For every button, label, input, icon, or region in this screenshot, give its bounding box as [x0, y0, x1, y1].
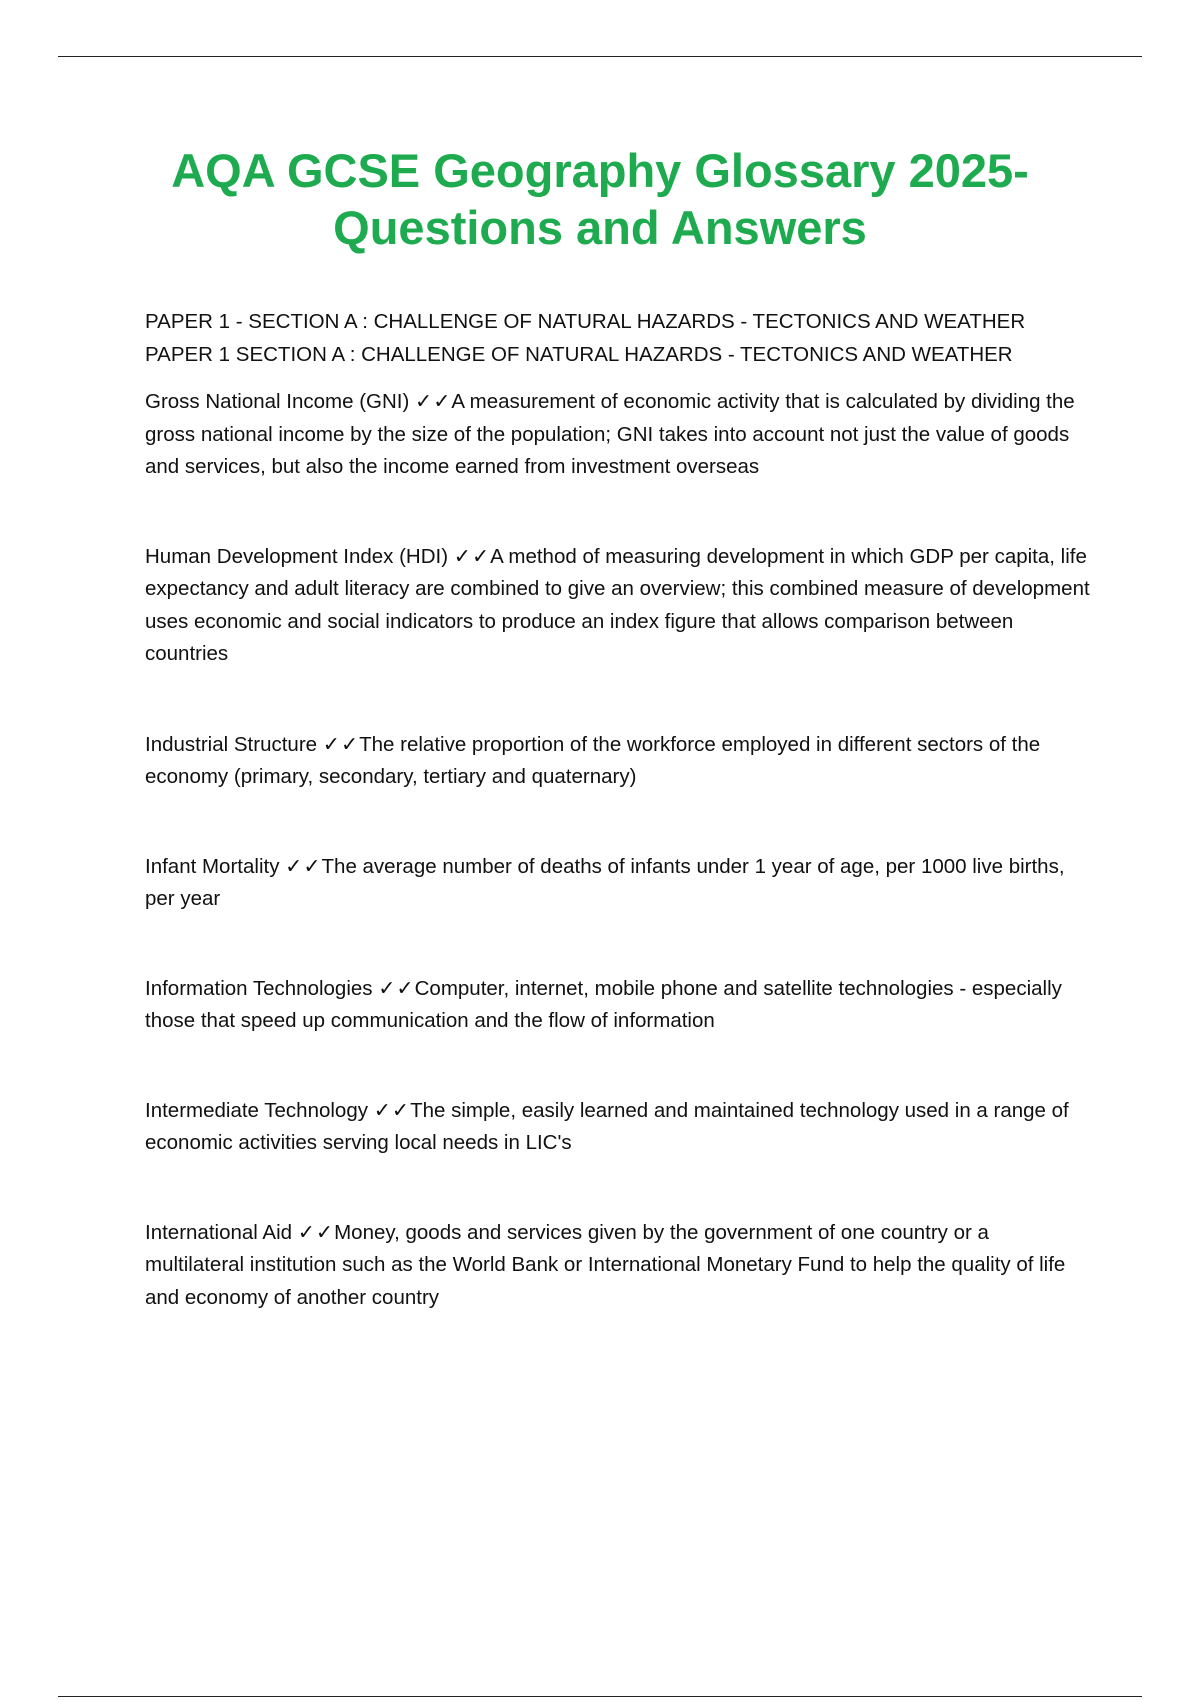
double-check-icon: ✓✓ [415, 390, 452, 413]
title-line-1: AQA GCSE Geography Glossary 2025- [171, 144, 1029, 197]
glossary-term: Infant Mortality [145, 854, 280, 878]
section-heading: PAPER 1 - SECTION A : CHALLENGE OF NATURAL HAZARDS - TECTONICS AND WEATHER PAPER 1 SECTION A : CHALLENGE OF NATURAL HAZARDS - TECTONICS AND WEATHER [145, 310, 1026, 366]
glossary-term: International Aid [145, 1220, 293, 1244]
glossary-entry [145, 541, 1090, 671]
glossary-definition: The simple, easily learned and maintained technology used in a range of economic activities serving local needs in LIC's [145, 1098, 1069, 1154]
title-line-2: Questions and Answers [333, 201, 867, 254]
double-check-icon: ✓✓ [373, 1098, 411, 1122]
double-check-icon: ✓✓ [453, 544, 491, 568]
document-title [60, 142, 1140, 256]
glossary-entry [145, 851, 1090, 916]
glossary-term: Gross National Income (GNI) [145, 390, 410, 413]
glossary-definition: The average number of deaths of infants under 1 year of age, per 1000 live births, per year [145, 854, 1065, 910]
glossary-term: Human Development Index (HDI) [145, 544, 449, 568]
glossary-term: Industrial Structure [145, 732, 318, 756]
glossary-entry [145, 1217, 1090, 1315]
glossary-definition: The relative proportion of the workforce employed in different sectors of the economy (primary, secondary, tertiary and quaternary) [145, 732, 1041, 788]
double-check-icon: ✓✓ [378, 976, 415, 1000]
top-rule [58, 56, 1142, 57]
glossary-term: Intermediate Technology [145, 1098, 368, 1122]
double-check-icon: ✓✓ [297, 1220, 335, 1244]
glossary-definition: Money, goods and services given by the government of one country or a multilateral institution such as the World Bank or International Monetary Fund to help the quality of life and economy of another country [145, 1220, 1066, 1309]
glossary-entry [145, 973, 1090, 1038]
glossary-definition: A measurement of economic activity that is calculated by dividing the gross national income by the size of the population; GNI takes into account not just the value of goods and services, but also the income earned from investment overseas [145, 390, 1075, 478]
double-check-icon: ✓✓ [322, 732, 360, 756]
glossary-definition: Computer, internet, mobile phone and satellite technologies - especially those that speed up communication and the flow of information [145, 976, 1062, 1032]
glossary-definition: A method of measuring development in which GDP per capita, life expectancy and adult literacy are combined to give an overview; this combined measure of development uses economic and social indicators to produce an index figure that allows comparison between countries [145, 544, 1090, 665]
document-body [145, 306, 1090, 1314]
glossary-entry [145, 729, 1090, 794]
glossary-term: Information Technologies [145, 976, 373, 1000]
double-check-icon: ✓✓ [285, 854, 322, 878]
glossary-entry [145, 386, 1090, 484]
bottom-rule [58, 1696, 1142, 1697]
glossary-entry [145, 1095, 1090, 1160]
